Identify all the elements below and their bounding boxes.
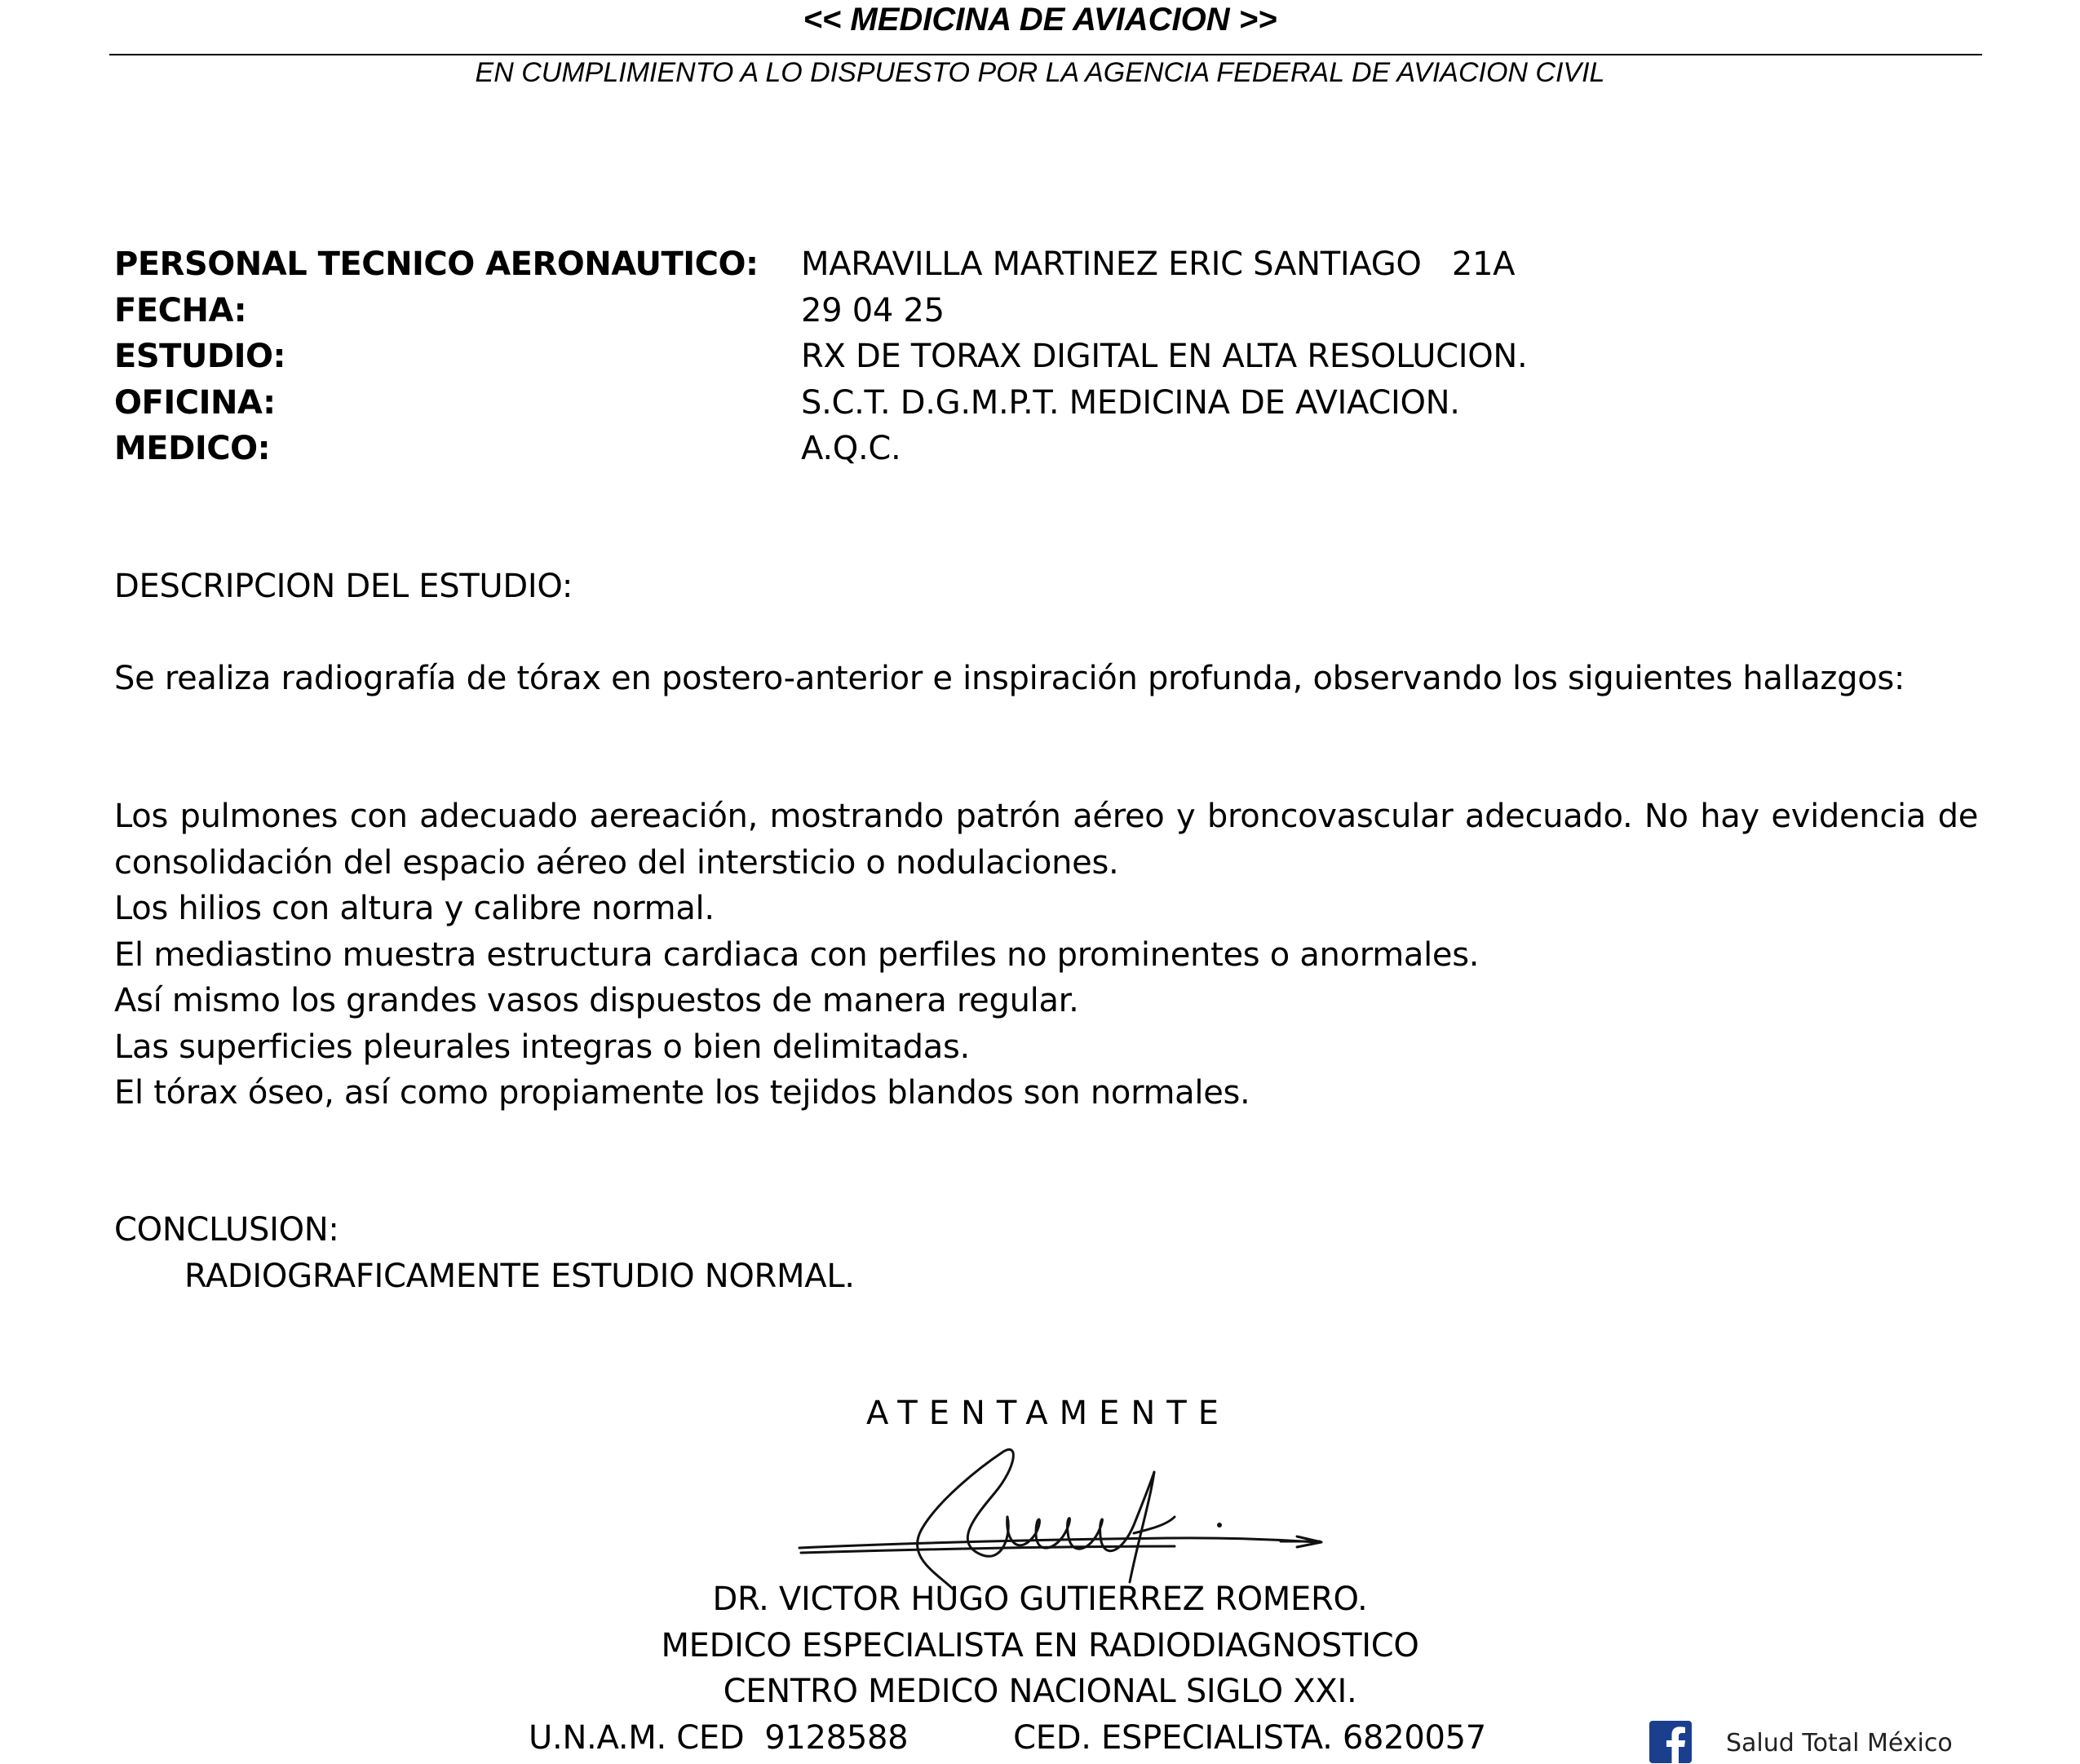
info-value: S.C.T. D.G.M.P.T. MEDICINA DE AVIACION. <box>801 383 1460 422</box>
finding-line: Las superficies pleurales integras o bien delimitadas. <box>114 1028 970 1066</box>
specialist-cedula: CED. ESPECIALISTA. 6820057 <box>1013 1718 1486 1757</box>
info-label: OFICINA: <box>114 383 276 422</box>
info-label: FECHA: <box>114 291 247 329</box>
findings-paragraph: Los pulmones con adecuado aereación, mostrando patrón aéreo y broncovascular adecuado. No hay evidencia de consolidación del espacio aéreo del intersticio o nodulaciones. <box>114 798 1978 882</box>
finding-line: El mediastino muestra estructura cardiaca con perfiles no prominentes o anormales. <box>114 935 1480 974</box>
info-label: MEDICO: <box>114 430 271 467</box>
description-heading: DESCRIPCION DEL ESTUDIO: <box>114 568 573 605</box>
info-label: PERSONAL TECNICO AERONAUTICO: <box>114 245 759 283</box>
info-label: ESTUDIO: <box>114 338 285 375</box>
info-value: 29 04 25 <box>801 291 945 329</box>
watermark-text: Salud Total México <box>1726 1729 1953 1757</box>
description-intro: Se realiza radiografía de tórax en postero-anterior e inspiración profunda, observando los siguientes hallazgos: <box>114 660 1905 697</box>
conclusion-text: RADIOGRAFICAMENTE ESTUDIO NORMAL. <box>184 1258 855 1295</box>
info-value: MARAVILLA MARTINEZ ERIC SANTIAGO 21A <box>801 245 1516 283</box>
document-subtitle: EN CUMPLIMIENTO A LO DISPUESTO POR LA AGENCIA FEDERAL DE AVIACION CIVIL <box>475 57 1605 88</box>
document-title: << MEDICINA DE AVIACION >> <box>803 2 1277 38</box>
closing-salutation: ATENTAMENTE <box>866 1395 1230 1432</box>
findings <box>114 794 1978 1116</box>
finding-line: Los hilios con altura y calibre normal. <box>114 890 715 927</box>
info-value: A.Q.C. <box>801 430 901 467</box>
doctor-institution: CENTRO MEDICO NACIONAL SIGLO XXI. <box>723 1673 1357 1710</box>
facebook-icon <box>1649 1721 1692 1763</box>
unam-cedula: U.N.A.M. CED 9128588 <box>529 1718 909 1757</box>
info-value: RX DE TORAX DIGITAL EN ALTA RESOLUCION. <box>801 338 1528 375</box>
signature-image <box>791 1435 1330 1590</box>
doctor-specialty: MEDICO ESPECIALISTA EN RADIODIAGNOSTICO <box>661 1626 1419 1665</box>
finding-line: El tórax óseo, así como propiamente los tejidos blandos son normales. <box>114 1074 1250 1112</box>
doctor-name: DR. VICTOR HUGO GUTIERREZ ROMERO. <box>712 1581 1368 1618</box>
conclusion-heading: CONCLUSION: <box>114 1211 339 1249</box>
header-divider <box>109 54 1982 55</box>
finding-line: Así mismo los grandes vasos dispuestos de manera regular. <box>114 982 1079 1019</box>
